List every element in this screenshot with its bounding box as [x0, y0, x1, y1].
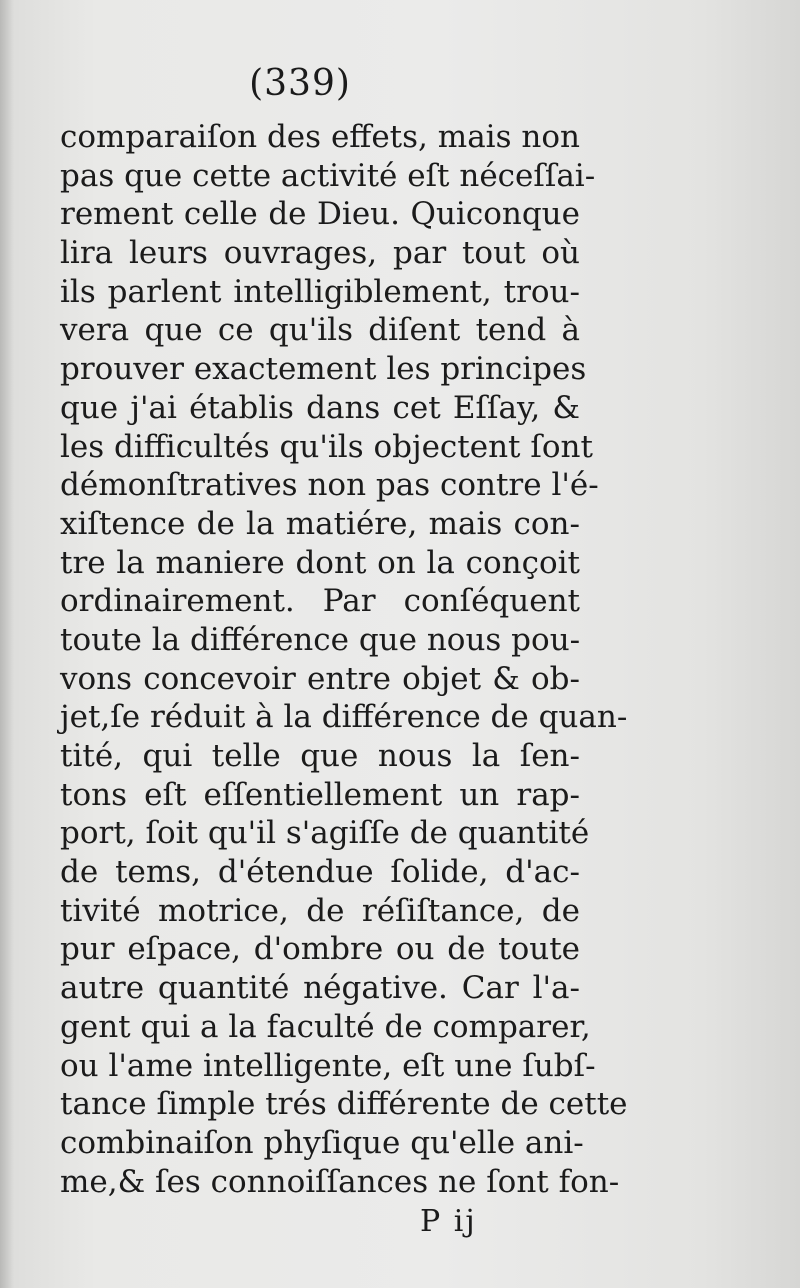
text-line: lira leurs ouvrages, par tout où — [60, 235, 580, 272]
text-line: vons concevoir entre objet & ob- — [60, 660, 580, 697]
text-line: rement celle de Dieu. Quiconque — [60, 196, 580, 233]
text-line: ou l'ame intelligente, eſt une ſubſ- — [60, 1047, 596, 1084]
text-line: combinaiſon phyſique qu'elle ani- — [60, 1124, 584, 1161]
text-line: prouver exactement les principes — [60, 351, 587, 388]
text-line: vera que ce qu'ils diſent tend à — [60, 312, 580, 349]
text-line: pur eſpace, d'ombre ou de toute — [60, 931, 580, 968]
gutter-shadow — [0, 0, 14, 1288]
text-line: tivité motrice, de réſiſtance, de — [60, 892, 580, 929]
text-line: ils parlent intelligiblement, trou- — [60, 273, 580, 310]
text-line: tre la maniere dont on la conçoit — [60, 544, 580, 581]
text-line: xiſtence de la matiére, mais con- — [60, 505, 580, 542]
text-line: tons eſt eſſentiellement un rap- — [60, 776, 580, 813]
text-line: tité, qui telle que nous la ſen- — [60, 738, 580, 774]
body-text — [60, 118, 628, 1201]
text-line: toute la différence que nous pou- — [60, 621, 581, 658]
text-line: tance ſimple trés différente de cette — [60, 1086, 628, 1123]
text-line: autre quantité négative. Car l'a- — [60, 970, 580, 1007]
text-line: les difficultés qu'ils objectent ſont — [60, 428, 593, 465]
text-line: gent qui a la faculté de comparer, — [60, 1008, 591, 1045]
text-line: comparaiſon des effets, mais non — [60, 119, 580, 155]
text-line: ordinairement. Par conſéquent — [60, 583, 580, 620]
page-number: (339) — [249, 63, 351, 104]
text-line: jet,ſe réduit à la différence de quan- — [60, 699, 628, 736]
text-line: pas que cette activité eſt néceſſai- — [60, 157, 596, 194]
signature-mark: P ij — [420, 1204, 477, 1239]
text-line: démonſtratives non pas contre l'é- — [60, 467, 599, 504]
text-line: de tems, d'étendue ſolide, d'ac- — [60, 854, 580, 891]
text-line: me,& ſes connoiſſances ne ſont fon- — [60, 1163, 620, 1200]
text-line: port, ſoit qu'il s'agiſſe de quantité — [60, 815, 590, 852]
text-line: que j'ai établis dans cet Eſſay, & — [60, 389, 580, 426]
